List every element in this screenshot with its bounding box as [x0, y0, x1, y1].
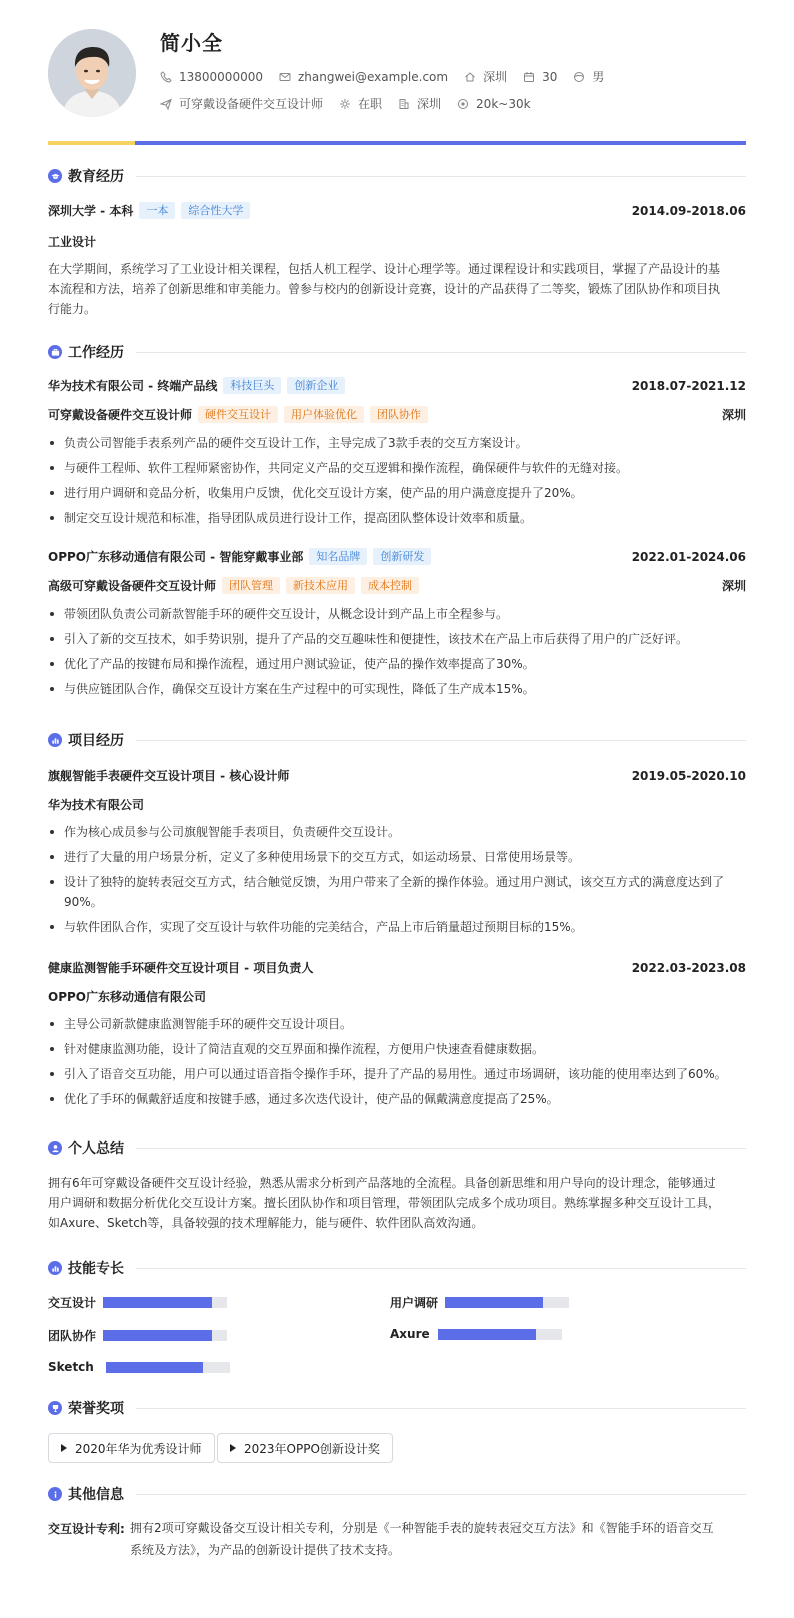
section-line	[136, 352, 746, 353]
work-title-row	[48, 406, 746, 423]
project-org-row	[48, 796, 746, 813]
list-item: 与硬件工程师、软件工程师紧密协作，共同定义产品的交互逻辑和操作流程，确保硬件与软件的无缝对接。	[48, 458, 738, 478]
home-icon	[464, 71, 476, 83]
job-title: 高级可穿戴设备硬件交互设计师	[48, 579, 217, 593]
award-badge	[217, 1433, 393, 1463]
education-date: 2014.09-2018.06	[631, 203, 746, 218]
project-header	[48, 959, 746, 976]
project-date: 2022.03-2023.08	[631, 960, 746, 975]
skill-bar	[445, 1297, 569, 1308]
list-item: 引入了语音交互功能，用户可以通过语音指令操作手环，提升了产品的易用性。通过市场调研，该功能的使用率达到了60%。	[48, 1064, 738, 1084]
list-item: 引入了新的交互技术，如手势识别，提升了产品的交互趣味性和便捷性，该技术在产品上市后获得了用户的广泛好评。	[48, 629, 738, 649]
skill-tag: 成本控制	[361, 577, 419, 594]
work-bullets	[48, 604, 738, 704]
building-icon	[398, 98, 410, 110]
skill-name: Axure	[390, 1327, 430, 1341]
gender-icon	[573, 71, 585, 83]
chart-icon	[48, 1261, 62, 1275]
contact-row	[160, 68, 620, 85]
award-text: 2023年OPPO创新设计奖	[244, 1441, 380, 1456]
section-education	[48, 166, 746, 186]
project-bullets	[48, 1014, 738, 1114]
section-projects	[48, 730, 746, 750]
work-company-row	[48, 548, 746, 565]
job-title: 可穿戴设备硬件交互设计师	[48, 408, 193, 422]
list-item: 作为核心成员参与公司旗舰智能手表项目，负责硬件交互设计。	[48, 822, 738, 842]
section-title: 其他信息	[68, 1487, 124, 1503]
summary-text: 拥有6年可穿戴设备硬件交互设计经验，熟悉从需求分析到产品落地的全流程。具备创新思维和用户导向的设计理念，能够通过用户调研和数据分析优化交互设计方案。擅长团队协作和项目管理，带领团队完成多个成功项目。熟练掌握多种交互设计工具，如Axure、Sketch等，具备较强的技术理解能力，能与硬件、软件团队高效沟通。	[48, 1176, 721, 1230]
age-text: 30	[542, 69, 558, 84]
work-bullets	[48, 433, 738, 533]
skill-bar-fill	[445, 1297, 543, 1308]
target-city-item	[398, 95, 441, 112]
list-item: 进行了大量的用户场景分析，定义了多种使用场景下的交互方式，如运动场景、日常使用场景等。	[48, 847, 738, 867]
work-date: 2022.01-2024.06	[631, 549, 746, 564]
section-title: 工作经历	[68, 345, 124, 361]
list-item: 进行用户调研和竞品分析，收集用户反馈，优化交互设计方案，使产品的用户满意度提升了20%。	[48, 483, 738, 503]
school-tag: 综合性大学	[181, 202, 250, 219]
skill-item	[48, 1294, 227, 1311]
header-divider	[48, 141, 746, 145]
section-line	[136, 1408, 746, 1409]
section-line	[136, 1494, 746, 1495]
skill-bar	[438, 1329, 562, 1340]
list-item: 带领团队负责公司新款智能手环的硬件交互设计，从概念设计到产品上市全程参与。	[48, 604, 738, 624]
section-line	[136, 740, 746, 741]
skill-tag: 用户体验优化	[284, 406, 364, 423]
salary-text: 20k~30k	[476, 96, 531, 111]
phone-item	[160, 70, 263, 84]
job-intent-row	[160, 95, 547, 112]
play-icon	[230, 1444, 236, 1452]
project-name: 旗舰智能手表硬件交互设计项目 - 核心设计师	[48, 769, 290, 783]
calendar-icon	[523, 71, 535, 83]
company-name: OPPO广东移动通信有限公司 - 智能穿戴事业部	[48, 550, 304, 564]
info-icon	[48, 1487, 62, 1501]
gender-text: 男	[592, 70, 605, 84]
work-location: 深圳	[721, 579, 746, 593]
list-item: 制定交互设计规范和标准，指导团队成员进行设计工作，提高团队整体设计效率和质量。	[48, 508, 738, 528]
city-item	[464, 68, 507, 85]
list-item: 优化了产品的按键布局和操作流程，通过用户测试验证，使产品的操作效率提高了30%。	[48, 654, 738, 674]
company-tag: 创新研发	[373, 548, 431, 565]
company-name: 华为技术有限公司 - 终端产品线	[48, 379, 218, 393]
work-company-row	[48, 377, 746, 394]
skill-bar-fill	[103, 1297, 212, 1308]
email-item	[279, 70, 448, 84]
send-icon	[160, 98, 172, 110]
work-date: 2018.07-2021.12	[631, 378, 746, 393]
phone-icon	[160, 71, 172, 83]
education-major-row	[48, 233, 746, 250]
skill-tag: 新技术应用	[286, 577, 355, 594]
list-item: 针对健康监测功能，设计了简洁直观的交互界面和操作流程，方便用户快速查看健康数据。	[48, 1039, 738, 1059]
list-item: 优化了手环的佩戴舒适度和按键手感，通过多次迭代设计，使产品的佩戴满意度提高了25%。	[48, 1089, 738, 1109]
salary-item	[457, 97, 531, 111]
status-icon	[339, 98, 351, 110]
other-label: 交互设计专利:	[48, 1522, 125, 1536]
section-work	[48, 342, 746, 362]
email-text: zhangwei@example.com	[297, 69, 449, 84]
skill-tag: 团队协作	[370, 406, 428, 423]
project-org-row	[48, 988, 746, 1005]
phone-text: 13800000000	[179, 69, 263, 84]
school-tag: 一本	[139, 202, 175, 219]
skill-name: Sketch	[48, 1360, 94, 1374]
skill-bar-fill	[438, 1329, 536, 1340]
skill-name: 交互设计	[48, 1296, 97, 1310]
play-icon	[61, 1444, 67, 1452]
mail-icon	[279, 71, 291, 83]
section-awards	[48, 1398, 746, 1418]
section-title: 项目经历	[68, 733, 124, 749]
skill-item	[48, 1327, 227, 1344]
section-title: 个人总结	[68, 1141, 124, 1157]
project-header	[48, 767, 746, 784]
divider-yellow	[48, 141, 135, 145]
skill-bar	[103, 1297, 227, 1308]
major: 工业设计	[48, 235, 97, 249]
skill-tag: 团队管理	[222, 577, 280, 594]
skill-bar-fill	[103, 1330, 212, 1341]
work-location: 深圳	[721, 408, 746, 422]
section-skills	[48, 1258, 746, 1278]
education-header	[48, 202, 746, 219]
status-text: 在职	[358, 97, 383, 111]
target-city-text: 深圳	[417, 97, 442, 111]
chart-icon	[48, 733, 62, 747]
award-badge	[48, 1433, 215, 1463]
skill-bar	[103, 1330, 227, 1341]
graduation-cap-icon	[48, 169, 62, 183]
list-item: 负责公司智能手表系列产品的硬件交互设计工作，主导完成了3款手表的交互方案设计。	[48, 433, 738, 453]
list-item: 与软件团队合作，实现了交互设计与软件功能的完美结合，产品上市后销量超过预期目标的15%。	[48, 917, 738, 937]
project-bullets	[48, 822, 738, 942]
project-date: 2019.05-2020.10	[631, 768, 746, 783]
skill-bar-fill	[106, 1362, 203, 1373]
company-tag: 科技巨头	[223, 377, 281, 394]
target-job-text: 可穿戴设备硬件交互设计师	[179, 97, 324, 111]
target-job-item	[160, 95, 323, 112]
candidate-name: 简小全	[160, 31, 223, 55]
other-text: 拥有2项可穿戴设备交互设计相关专利，分别是《一种智能手表的旋转表冠交互方法》和《智能手环的语音交互系统及方法》，为产品的创新设计提供了技术支持。	[130, 1521, 714, 1557]
skill-bar	[106, 1362, 230, 1373]
section-summary	[48, 1138, 746, 1158]
section-other	[48, 1484, 746, 1504]
section-line	[136, 176, 746, 177]
skill-tag: 硬件交互设计	[198, 406, 278, 423]
section-title: 教育经历	[68, 169, 124, 185]
section-title: 技能专长	[68, 1261, 124, 1277]
trophy-icon	[48, 1401, 62, 1415]
section-line	[136, 1148, 746, 1149]
work-title-row	[48, 577, 746, 594]
skill-item	[48, 1360, 230, 1374]
gender-item	[573, 68, 604, 85]
award-text: 2020年华为优秀设计师	[75, 1441, 202, 1456]
skill-name: 团队协作	[48, 1329, 97, 1343]
section-line	[136, 1268, 746, 1269]
section-title: 荣誉奖项	[68, 1401, 124, 1417]
skill-name: 用户调研	[390, 1296, 439, 1310]
skill-item	[390, 1294, 569, 1311]
avatar	[48, 29, 136, 117]
divider-blue	[135, 141, 746, 145]
briefcase-icon	[48, 345, 62, 359]
school-degree: 深圳大学 - 本科	[48, 204, 134, 218]
coin-icon	[457, 98, 469, 110]
status-item	[339, 95, 382, 112]
project-org: OPPO广东移动通信有限公司	[48, 990, 206, 1004]
company-tag: 创新企业	[287, 377, 345, 394]
list-item: 主导公司新款健康监测智能手环的硬件交互设计项目。	[48, 1014, 738, 1034]
list-item: 与供应链团队合作，确保交互设计方案在生产过程中的可实现性，降低了生产成本15%。	[48, 679, 738, 699]
education-description: 在大学期间，系统学习了工业设计相关课程，包括人机工程学、设计心理学等。通过课程设计和实践项目，掌握了产品设计的基本流程和方法，培养了创新思维和审美能力。曾参与校内的创新设计竞赛，设计的产品获得了二等奖，锻炼了团队协作和项目执行能力。	[48, 262, 721, 316]
project-org: 华为技术有限公司	[48, 798, 145, 812]
project-name: 健康监测智能手环硬件交互设计项目 - 项目负责人	[48, 961, 314, 975]
city-text: 深圳	[483, 70, 508, 84]
age-item	[523, 70, 557, 84]
list-item: 设计了独特的旋转表冠交互方式，结合触觉反馈，为用户带来了全新的操作体验。通过用户测试，该交互方式的满意度达到了90%。	[48, 872, 738, 912]
user-icon	[48, 1141, 62, 1155]
company-tag: 知名品牌	[309, 548, 367, 565]
skill-item	[390, 1327, 562, 1341]
